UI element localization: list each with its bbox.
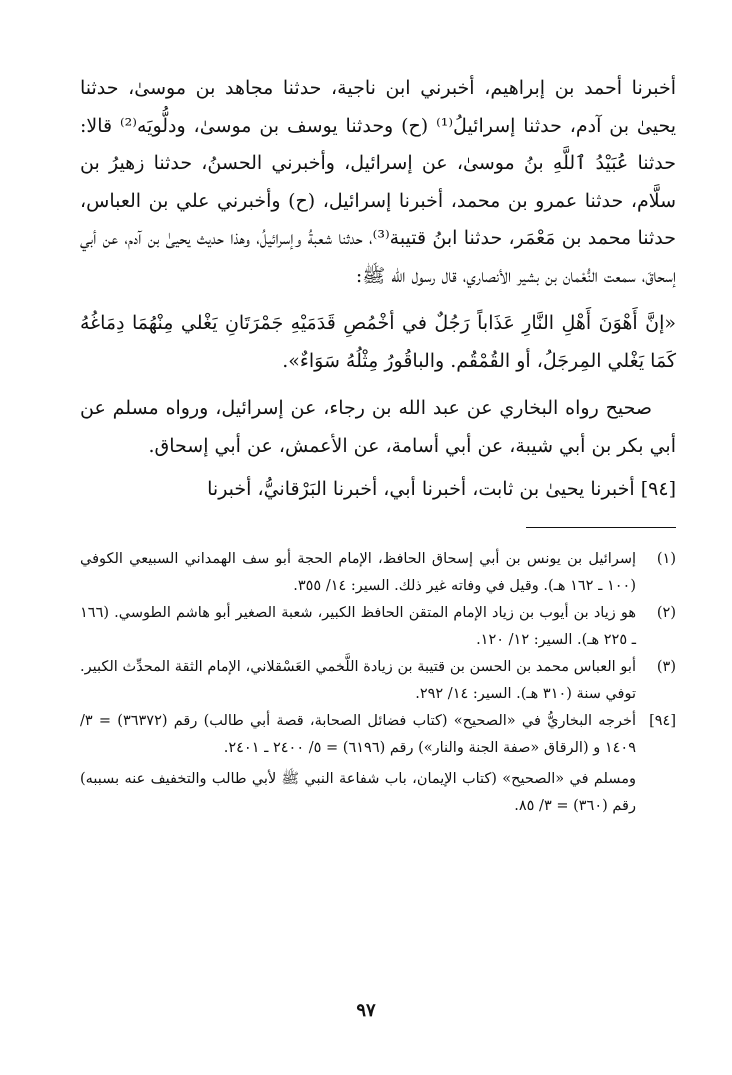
footnote-number: (٣) <box>656 658 676 675</box>
footnotes <box>80 546 676 820</box>
footnote-number: (١) <box>656 550 676 567</box>
footnote-94 <box>80 708 676 762</box>
footnote-text: إسرائيل بن يونس بن أبي إسحاق الحافظ، الإمام الحجة أبو سف الهمداني السبيعي الكوفي (١٠٠ ـ ١٦٢ هـ). وقيل في وفاته غير ذلك. السير: ١٤/ ٣٥٥. <box>80 550 636 594</box>
page-number: ٩٧ <box>356 1000 376 1021</box>
footnote-3 <box>80 654 676 708</box>
isnad-paragraph: أخبرنا أحمد بن إبراهيم، أخبرني ابن ناجية، حدثنا مجاهد بن موسىٰ، حدثنا يحيىٰ بن آدم، حدثنا إسرائيلُ⁽¹⁾ (ح) وحدثنا يوسف بن موسىٰ، ودلُّويَه⁽²⁾ قالا: حدثنا عُبَيْدُ ٱللَّهِ بنُ موسىٰ، عن إسرائيل، وأخبرني الحسنُ، حدثنا زهيرُ بن سلَّام، حدثنا عمرو بن محمد، أخبرنا إسرائيل، (ح) وأخبرني علي بن العباس، حدثنا محمد بن مَعْمَر، حدثنا ابنُ قتيبة⁽³⁾، حدثنا شعبةُ وإسرائيلُ، وهذا حديث يحيىٰ بن آدم، عن أبي إسحاقَ، سمعت النُّعْمان بن بشير الأنصاري، قال رسول الله ﷺ: <box>80 77 677 287</box>
footnote-separator <box>526 527 676 528</box>
footnote-text: أبو العباس محمد بن الحسن بن قتيبة بن زيادة اللَّخمي العَسْقلاني، الإمام الثقة المحدِّث الكبير. توفي سنة (٣١٠ هـ). السير: ١٤/ ٢٩٢. <box>80 658 636 702</box>
takhrij-paragraph: صحيح رواه البخاري عن عبد الله بن رجاء، عن إسرائيل، ورواه مسلم عن أبي بكر بن أبي شيبة، عن أبي أسامة، عن الأعمش، عن أبي إسحاق. <box>80 397 676 457</box>
main-text <box>80 70 676 509</box>
footnote-number: [٩٤] <box>649 712 676 729</box>
hadith-text: «إنَّ أَهْوَنَ أَهْلِ النَّارِ عَذَاباً رَجُلٌ في أخْمُصِ قَدَمَيْهِ جَمْرَتَانِ يَغْلي مِنْهُمَا دِمَاغُهُ كَمَا يَغْلي المِرجَلُ، أو القُمْقُم. والباقُورُ مِثْلُهُ سَوَاءٌ». <box>80 312 676 372</box>
page-content <box>80 70 676 820</box>
footnote-94-continuation: ومسلم في «الصحيح» (كتاب الإيمان، باب شفاعة النبي ﷺ لأبي طالب والتخفيف عنه بسببه) رقم (٣٦٠) = ٣/ ٨٥. <box>80 770 636 814</box>
footnote-text: هو زياد بن أيوب بن زياد الإمام المتقن الحافظ الكبير، شعبة الصغير أبو هاشم الطوسي. (١٦٦ ـ ٢٢٥ هـ). السير: ١٢/ ١٢٠. <box>80 604 636 648</box>
footnote-number: (٢) <box>656 604 676 621</box>
footnote-2 <box>80 600 676 654</box>
entry-94: [٩٤] أخبرنا يحيىٰ بن ثابت، أخبرنا أبي، أخبرنا البَرْقانيُّ، أخبرنا <box>207 478 676 500</box>
footnote-1 <box>80 546 676 600</box>
footnote-text: أخرجه البخاريُّ في «الصحيح» (كتاب فضائل الصحابة، قصة أبي طالب) رقم (٣٦٣٧٢) = ٣/ ١٤٠٩ و (الرقاق «صفة الجنة والنار») رقم (٦١٩٦) = ٥/ ٢٤٠٠ ـ ٢٤٠١. <box>80 712 636 756</box>
